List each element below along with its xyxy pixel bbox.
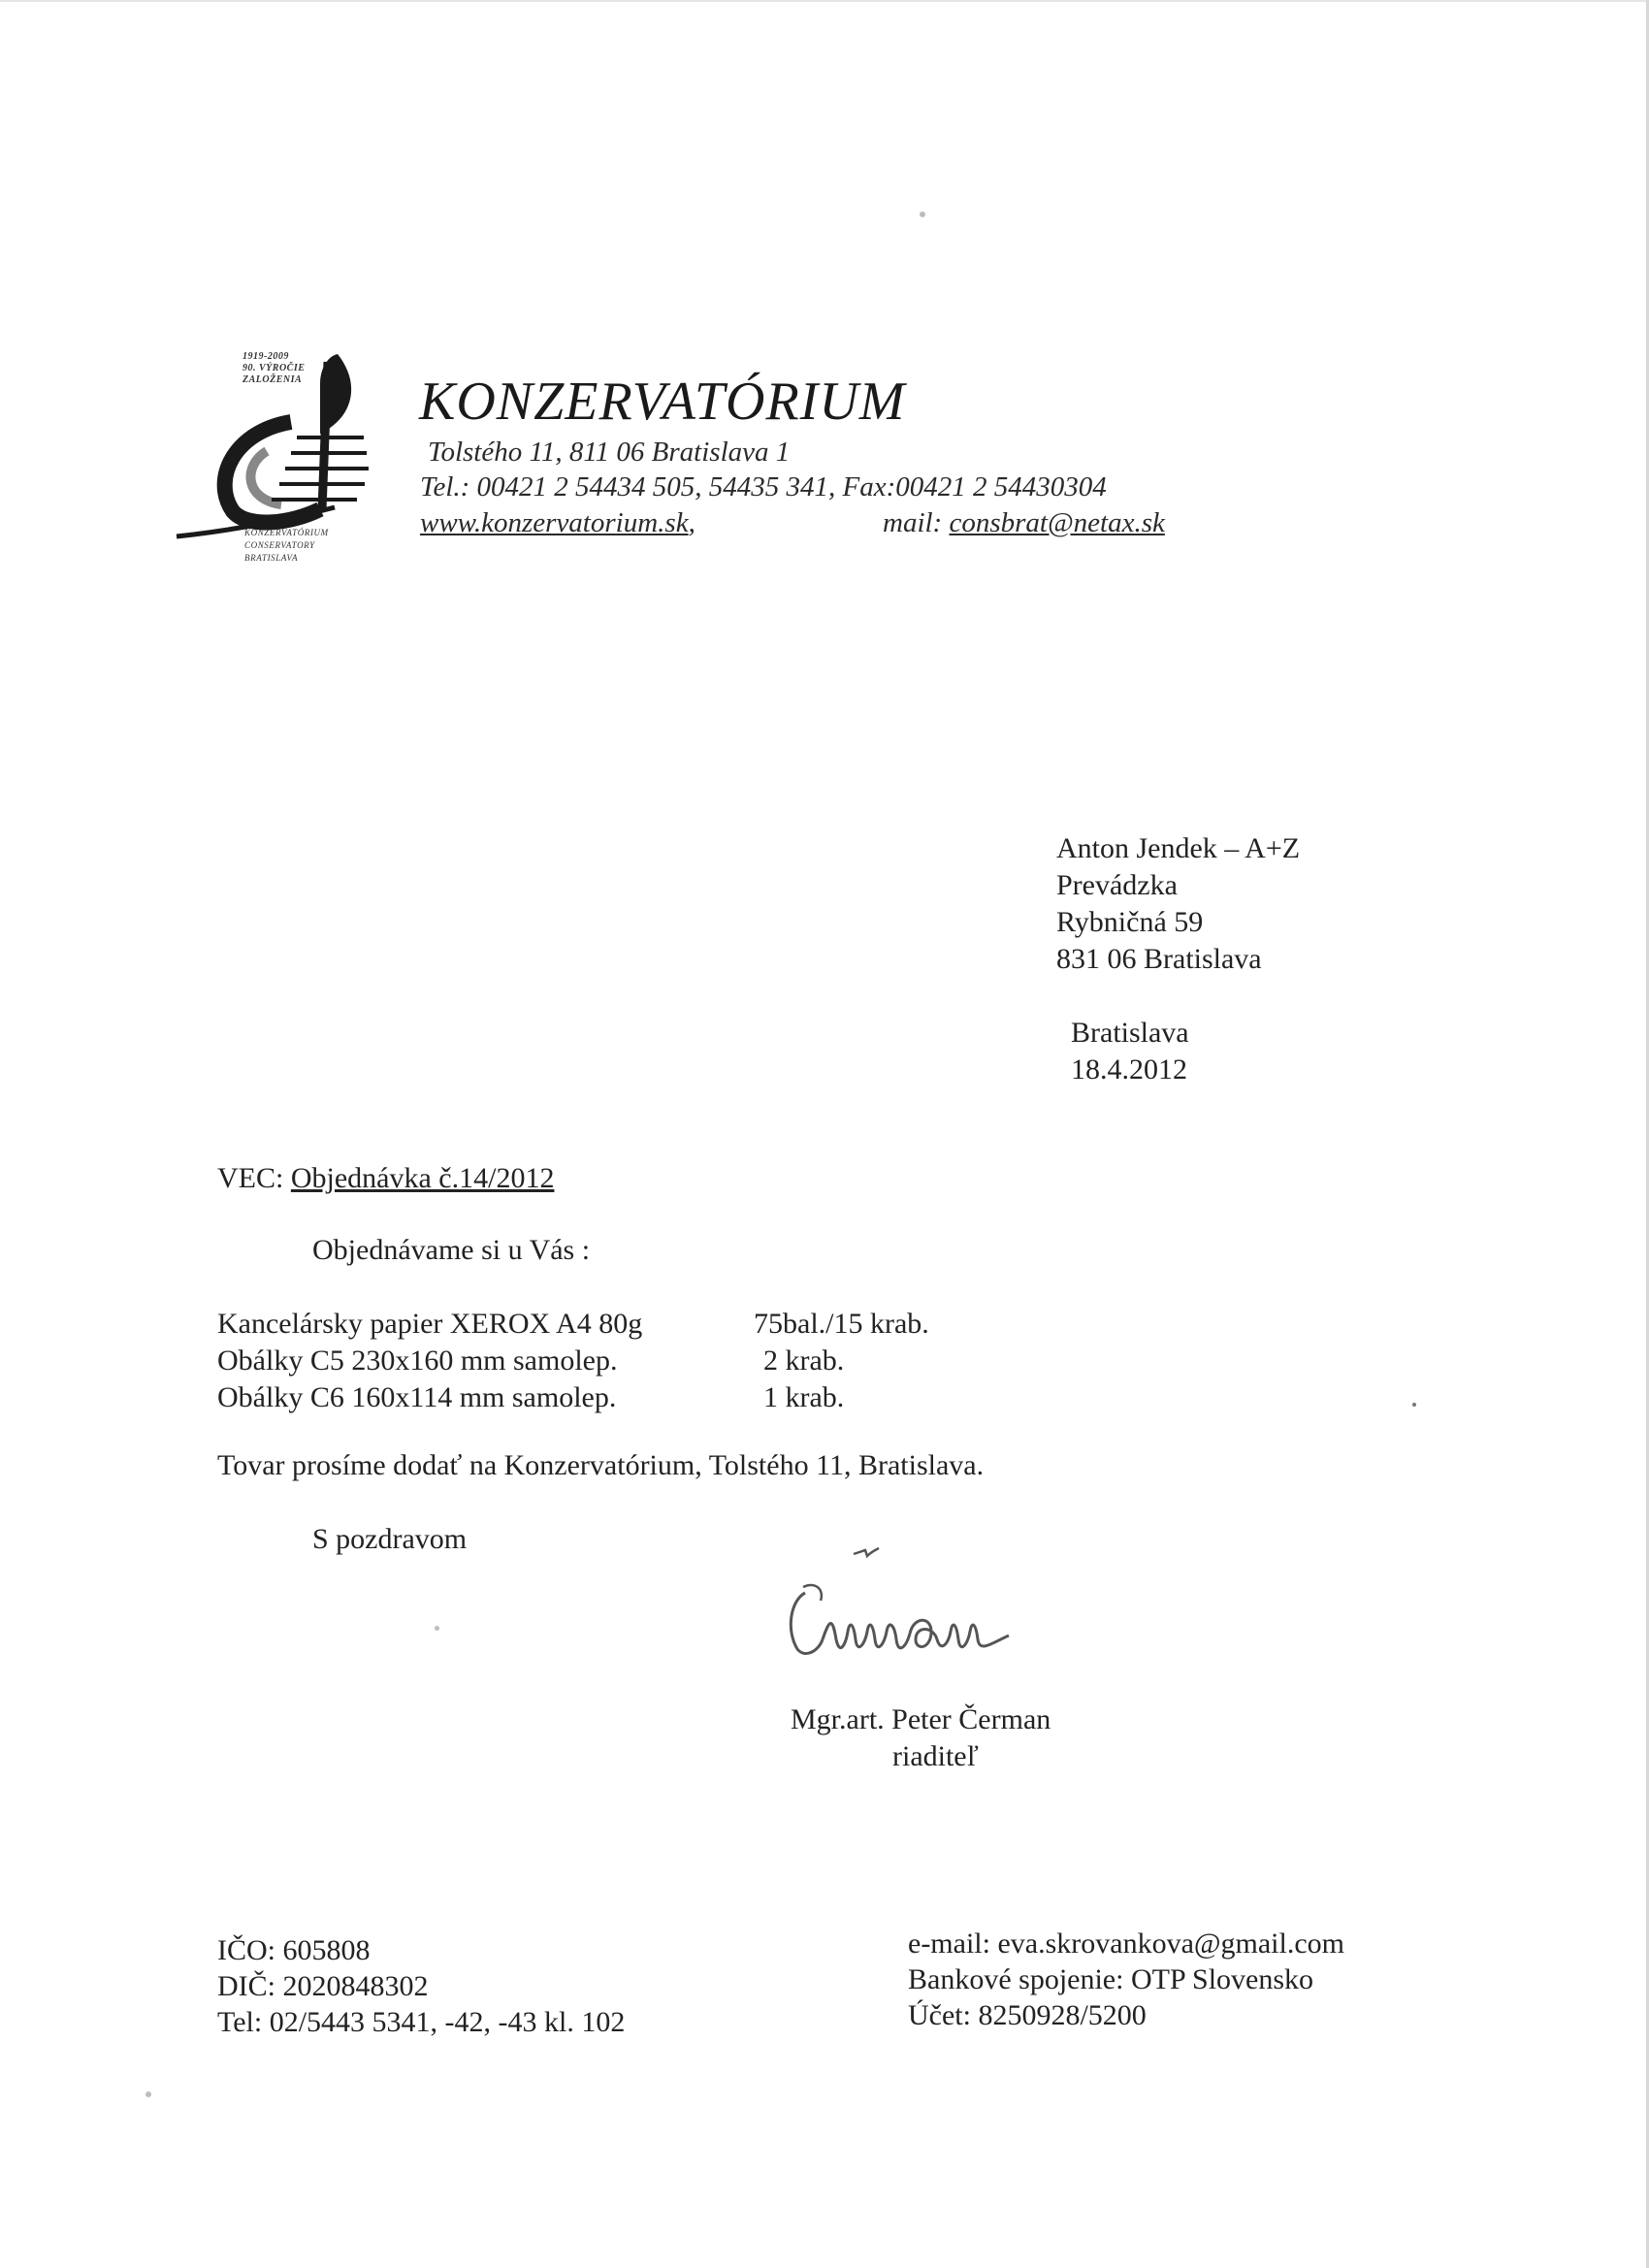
scan-top-edge — [0, 0, 1649, 2]
signatory-title: riaditeľ — [892, 1740, 979, 1772]
website-link[interactable]: www.konzervatorium.sk — [420, 507, 689, 538]
list-item: Kancelársky papier XEROX A4 80g — [217, 1308, 643, 1340]
footer-line: IČO: 605808 — [217, 1934, 371, 1966]
conservatory-logo — [175, 344, 378, 577]
closing-salutation: S pozdravom — [312, 1523, 468, 1555]
list-item: Obálky C5 230x160 mm samolep. — [217, 1345, 618, 1377]
list-item-quantity: 75bal./15 krab. — [754, 1308, 929, 1340]
scan-speck — [435, 1626, 439, 1631]
institution-name: KONZERVATÓRIUM — [419, 372, 906, 432]
footer-company-ids — [217, 1932, 625, 2040]
place: Bratislava — [1071, 1017, 1189, 1049]
letterhead-website-row: www.konzervatorium.sk, — [420, 507, 695, 538]
order-intro: Objednávame si u Vás : — [312, 1234, 591, 1266]
subject-label: VEC: — [217, 1162, 284, 1194]
signatory-name: Mgr.art. Peter Čerman — [791, 1703, 1051, 1735]
delivery-note: Tovar prosíme dodať na Konzervatórium, Tolstého 11, Bratislava. — [217, 1449, 985, 1481]
recipient-line: Anton Jendek – A+Z — [1056, 832, 1301, 864]
recipient-line: 831 06 Bratislava — [1056, 943, 1262, 975]
letterhead-address: Tolstého 11, 811 06 Bratislava 1 — [428, 437, 791, 468]
logo-institution-text: KONZERVATÓRIUM CONSERVATORY BRATISLAVA — [244, 528, 329, 563]
item-quantities — [754, 1306, 929, 1416]
subject-value: Objednávka č.14/2012 — [290, 1162, 555, 1194]
footer-line: Bankové spojenie: OTP Slovensko — [908, 1963, 1314, 1995]
recipient-line: Rybničná 59 — [1056, 906, 1204, 938]
logo-anniversary-text: 1919-2009 90. VÝROČIE ZALOŽENIA — [242, 351, 306, 385]
scan-speck — [146, 2091, 151, 2097]
footer-line: DIČ: 2020848302 — [217, 1970, 429, 2002]
letterhead-phone-fax: Tel.: 00421 2 54434 505, 54435 341, Fax:00421 2 54430304 — [420, 471, 1107, 502]
footer-line: Tel: 02/5443 5341, -42, -43 kl. 102 — [217, 2006, 626, 2038]
date: 18.4.2012 — [1071, 1053, 1187, 1085]
item-descriptions — [217, 1306, 642, 1416]
place-date — [1071, 1015, 1189, 1088]
list-item-quantity: 2 krab. — [763, 1345, 845, 1377]
list-item-quantity: 1 krab. — [763, 1381, 845, 1413]
scan-speck — [920, 211, 925, 217]
mail-link[interactable]: consbrat@netax.sk — [949, 507, 1165, 538]
scan-speck — [1412, 1403, 1416, 1407]
subject-line — [217, 1162, 554, 1195]
footer-line: e-mail: eva.skrovankova@gmail.com — [908, 1928, 1344, 1960]
handwritten-signature — [786, 1542, 1116, 1678]
recipient-address — [1056, 830, 1300, 978]
list-item: Obálky C6 160x114 mm samolep. — [217, 1381, 617, 1413]
footer-contact-bank — [908, 1926, 1344, 2033]
letterhead-mail-row: mail: consbrat@netax.sk — [883, 507, 1165, 538]
footer-line: Účet: 8250928/5200 — [908, 1999, 1147, 2031]
recipient-line: Prevádzka — [1056, 869, 1178, 901]
